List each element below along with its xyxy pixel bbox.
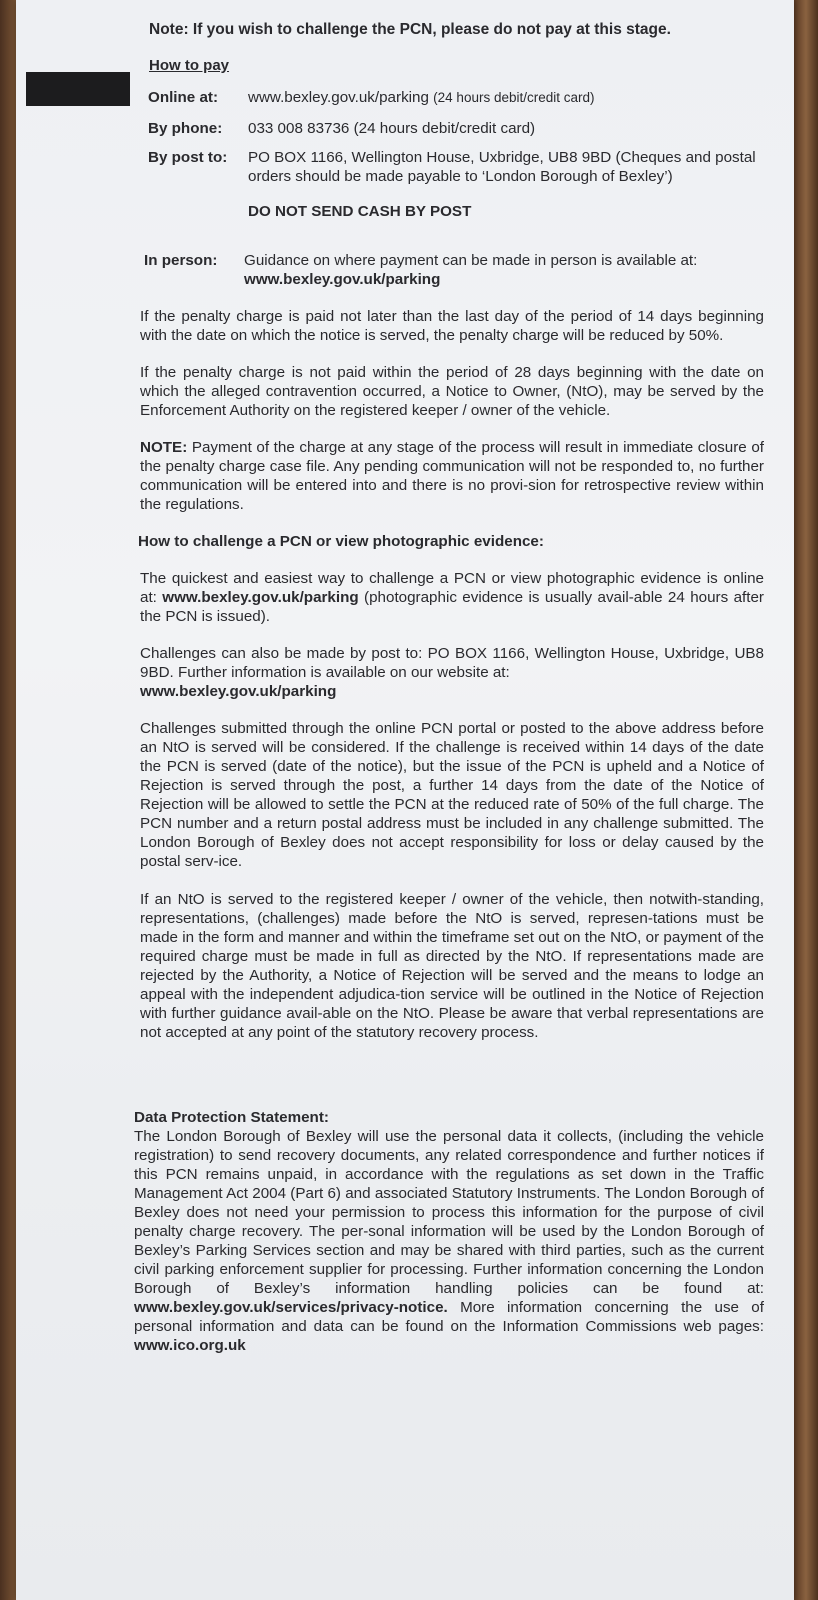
data-protection-title: Data Protection Statement: xyxy=(134,1109,329,1126)
pay-post-label: By post to: xyxy=(148,149,228,166)
redaction-bar xyxy=(26,72,130,106)
data-protection-section xyxy=(134,1108,764,1355)
pay-phone-value xyxy=(248,119,768,138)
data-protection-text: The London Borough of Bexley will use the personal data it collects, (including the vehicle registration) to send recovery documents, any related correspondence and further notices if this PCN remains unpaid, in accordance with the regulations as set down in the Traffic Management Act 2004 (Part 6) and associated Statutory Instruments. The London Borough of Bexley does not need your permission to process this information for the purpose of civil penalty charge recovery. The per-sonal information will be used by the London Borough of Bexley’s Parking Services section and may be shared with third parties, such as the current civil parking enforcement supplier for processing. Further information concerning the London Borough of Bexley’s information handling policies can be found at: xyxy=(134,1128,764,1297)
payment-note-paragraph xyxy=(140,438,764,514)
pay-online-label: Online at: xyxy=(148,89,219,106)
pay-phone-row xyxy=(148,119,768,138)
challenge-heading: How to challenge a PCN or view photographic evidence: xyxy=(138,533,544,550)
pay-in-person-url[interactable]: www.bexley.gov.uk/parking xyxy=(244,271,441,288)
pay-online-url[interactable]: www.bexley.gov.uk/parking xyxy=(248,89,429,106)
notice-content xyxy=(116,20,768,1355)
challenge-online-paragraph xyxy=(140,569,764,626)
pay-post-address: PO BOX 1166, Wellington House, Uxbridge, UB8 9BD (Cheques and postal orders should be made payable to ‘London Borough of Bexley’) xyxy=(248,149,756,185)
pay-online-value xyxy=(248,88,768,107)
pay-phone-label: By phone: xyxy=(148,120,223,137)
challenge-post-url[interactable]: www.bexley.gov.uk/parking xyxy=(140,683,337,700)
challenge-submitted-paragraph: Challenges submitted through the online PCN portal or posted to the above address before an NtO is served will be considered. If the challenge is received within 14 days of the date the PCN is served (date of the notice), but the issue of the PCN is upheld and a Notice of Rejection is served through the post, a further 14 days from the date of the Notice of Rejection will be allowed to settle the PCN at the reduced rate of 50% of the full charge. The PCN number and a return postal address must be included in any challenge submitted. The London Borough of Bexley does not accept responsibility for loss or delay caused by the postal serv-ice. xyxy=(140,720,764,870)
nto-representations-paragraph: If an NtO is served to the registered keeper / owner of the vehicle, then notwith-standing, representations, (challenges) made before the NtO is served, represen-tations must be made in the form and manner and within the timeframe set out on the NtO, or payment of the required charge must be made in full as directed by the NtO. If representations made are rejected by the Authority, a Notice of Rejection will be served and the means to lodge an appeal with the independent adjudica-tion service will be outlined in the Notice of Rejection with further guidance avail-able on the NtO. Please be aware that verbal representations are not accepted at any point of the statutory recovery process. xyxy=(140,891,764,1041)
pay-online-row xyxy=(148,88,768,107)
pay-in-person-row xyxy=(144,251,768,289)
challenge-online-url[interactable]: www.bexley.gov.uk/parking xyxy=(162,589,359,606)
pay-in-person-text: Guidance on where payment can be made in person is available at: xyxy=(244,252,698,269)
privacy-notice-url[interactable]: www.bexley.gov.uk/services/privacy-notice. xyxy=(134,1299,448,1316)
no-cash-warning: DO NOT SEND CASH BY POST xyxy=(248,203,472,220)
wood-surface-right xyxy=(794,0,818,1600)
how-to-pay-heading: How to pay xyxy=(149,57,230,74)
pay-phone-number: 033 008 83736 xyxy=(248,120,350,137)
nto-28-days-paragraph: If the penalty charge is not paid within the period of 28 days beginning with the date on which the alleged contravention occurred, a Notice to Owner, (NtO), may be served by the Enforcement Authority on the registered keeper / owner of the vehicle. xyxy=(140,364,764,419)
payment-note-label: NOTE: xyxy=(140,439,188,456)
pay-online-note: (24 hours debit/credit card) xyxy=(433,90,595,105)
challenge-post-paragraph xyxy=(140,644,764,701)
challenge-note: Note: If you wish to challenge the PCN, please do not pay at this stage. xyxy=(149,21,671,38)
pcn-notice-paper xyxy=(16,0,794,1600)
discount-14-days-paragraph: If the penalty charge is paid not later than the last day of the period of 14 days beginning with the date on which the notice is served, the penalty charge will be reduced by 50%. xyxy=(140,308,764,344)
pay-phone-note: (24 hours debit/credit card) xyxy=(353,120,536,137)
pay-in-person-label: In person: xyxy=(144,252,218,269)
pay-post-row xyxy=(148,148,768,186)
challenge-online-after: (photographic evidence is usually avail-able 24 hours after the PCN is issued). xyxy=(140,589,764,625)
pay-in-person-value xyxy=(244,251,768,289)
ico-url[interactable]: www.ico.org.uk xyxy=(134,1337,246,1354)
challenge-post-text: Challenges can also be made by post to: PO BOX 1166, Wellington House, Uxbridge, UB8 9BD. Further information is available on our website at: xyxy=(140,645,764,681)
data-protection-text-2: More information concerning the use of personal information and data can be found on the Information Commissions web pages: xyxy=(134,1299,764,1335)
challenge-online-before: The quickest and easiest way to challenge a PCN or view photographic evidence is online at: xyxy=(140,570,764,606)
wood-surface-left xyxy=(0,0,16,1600)
payment-note-text: Payment of the charge at any stage of the process will result in immediate closure of the penalty charge case file. Any pending communication will not be responded to, no further communication will be entered into and there is no provi-sion for retrospective review within the regulations. xyxy=(140,439,764,513)
